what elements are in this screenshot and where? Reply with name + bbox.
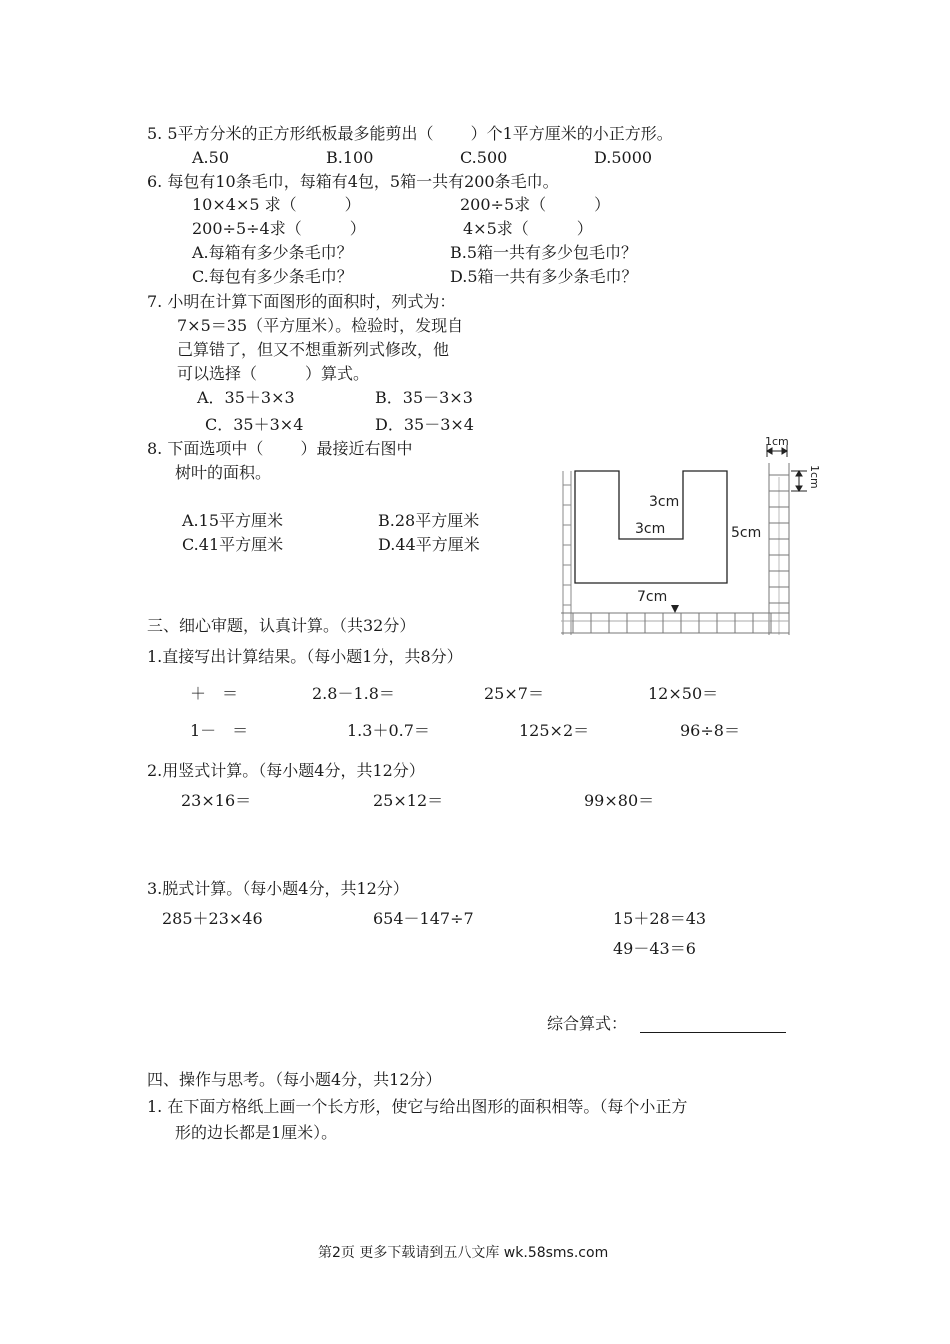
q8-option-d: D.44平方厘米 — [378, 535, 480, 554]
label-1cm-horizontal: 1cm — [765, 435, 789, 448]
step-calc-item: 49－43＝6 — [613, 939, 696, 958]
q8-line1: 8. 下面选项中（ ）最接近右图中 — [147, 439, 413, 458]
q6-expr1: 10×4×5 求（ ） — [192, 195, 361, 214]
left-ruler — [563, 471, 571, 635]
q7-line1: 7. 小明在计算下面图形的面积时，列式为： — [147, 292, 456, 311]
q6-option-c: C.每包有多少条毛巾？ — [192, 267, 353, 286]
q6-option-b: B.5箱一共有多少包毛巾？ — [450, 243, 638, 262]
u-shape-figure — [555, 435, 825, 640]
label-3cm-a: 3cm — [649, 494, 680, 510]
q8-option-b: B.28平方厘米 — [378, 511, 480, 530]
step-calc-item: 15＋28＝43 — [613, 909, 707, 928]
q5-stem: 5. 5平方分米的正方形纸板最多能剪出（ ）个1平方厘米的小正方形。 — [147, 124, 673, 143]
q5-option-c: C.500 — [460, 148, 508, 167]
q7-line2: 7×5＝35（平方厘米）。检验时，发现自 — [177, 316, 464, 335]
calc-item: 125×2＝ — [519, 721, 590, 740]
dimension-1cm-vertical — [791, 471, 807, 491]
q7-line3: 己算错了，但又不想重新列式修改，他 — [177, 340, 450, 359]
calc-item: ＋ ＝ — [190, 684, 239, 703]
calc-item: 1.3＋0.7＝ — [347, 721, 430, 740]
q7-option-a: A．35＋3×3 — [197, 388, 295, 407]
part3-title: 3.脱式计算。（每小题4分，共12分） — [147, 879, 409, 898]
q7-option-d: D．35－3×4 — [375, 415, 474, 434]
q7-option-b: B．35－3×3 — [375, 388, 473, 407]
section4-q1-line1: 1. 在下面方格纸上画一个长方形，使它与给出图形的面积相等。（每个小正方 — [147, 1097, 688, 1116]
vertical-calc-item: 25×12＝ — [373, 791, 444, 810]
q7-line4: 可以选择（ ）算式。 — [177, 364, 370, 383]
calc-item: 96÷8＝ — [680, 721, 740, 740]
q8-option-c: C.41平方厘米 — [182, 535, 284, 554]
calc-item: 2.8－1.8＝ — [312, 684, 395, 703]
q6-option-a: A.每箱有多少条毛巾？ — [192, 243, 353, 262]
calc-item: 1－ ＝ — [190, 721, 249, 740]
q7-option-c: C．35＋3×4 — [205, 415, 304, 434]
label-1cm-vertical: 1cm — [808, 465, 821, 489]
q8-option-a: A.15平方厘米 — [182, 511, 284, 530]
step-calc-item: 654－147÷7 — [373, 909, 474, 928]
label-7cm: 7cm — [637, 589, 668, 605]
q6-expr4: 4×5求（ ） — [463, 219, 593, 238]
q5-option-b: B.100 — [326, 148, 374, 167]
step-calc-item: 285＋23×46 — [162, 909, 263, 928]
q5-option-d: D.5000 — [594, 148, 653, 167]
section3-title: 三、细心审题，认真计算。（共32分） — [147, 616, 416, 635]
label-3cm-b: 3cm — [635, 521, 666, 537]
pointer-marker — [671, 605, 679, 613]
bottom-ruler — [561, 613, 789, 633]
part1-title: 1.直接写出计算结果。（每小题1分，共8分） — [147, 647, 463, 666]
q6-expr3: 200÷5÷4求（ ） — [192, 219, 366, 238]
q8-line2: 树叶的面积。 — [175, 463, 272, 482]
calc-item: 25×7＝ — [484, 684, 544, 703]
vertical-calc-item: 23×16＝ — [181, 791, 252, 810]
q6-stem: 6. 每包有10条毛巾，每箱有4包，5箱一共有200条毛巾。 — [147, 172, 559, 191]
combined-formula-blank[interactable] — [640, 1032, 786, 1033]
q5-option-a: A.50 — [192, 148, 229, 167]
calc-item: 12×50＝ — [648, 684, 719, 703]
part2-title: 2.用竖式计算。（每小题4分，共12分） — [147, 761, 425, 780]
q6-option-d: D.5箱一共有多少条毛巾？ — [450, 267, 638, 286]
page-footer: 第2页 更多下载请到五八文库 wk.58sms.com — [318, 1245, 609, 1261]
section4-q1-line2: 形的边长都是1厘米）。 — [175, 1123, 338, 1142]
right-ruler — [769, 463, 789, 635]
q6-expr2: 200÷5求（ ） — [460, 195, 611, 214]
label-5cm: 5cm — [731, 525, 762, 541]
combined-formula-label: 综合算式： — [547, 1014, 628, 1033]
vertical-calc-item: 99×80＝ — [584, 791, 655, 810]
section4-title: 四、操作与思考。（每小题4分，共12分） — [147, 1070, 442, 1089]
